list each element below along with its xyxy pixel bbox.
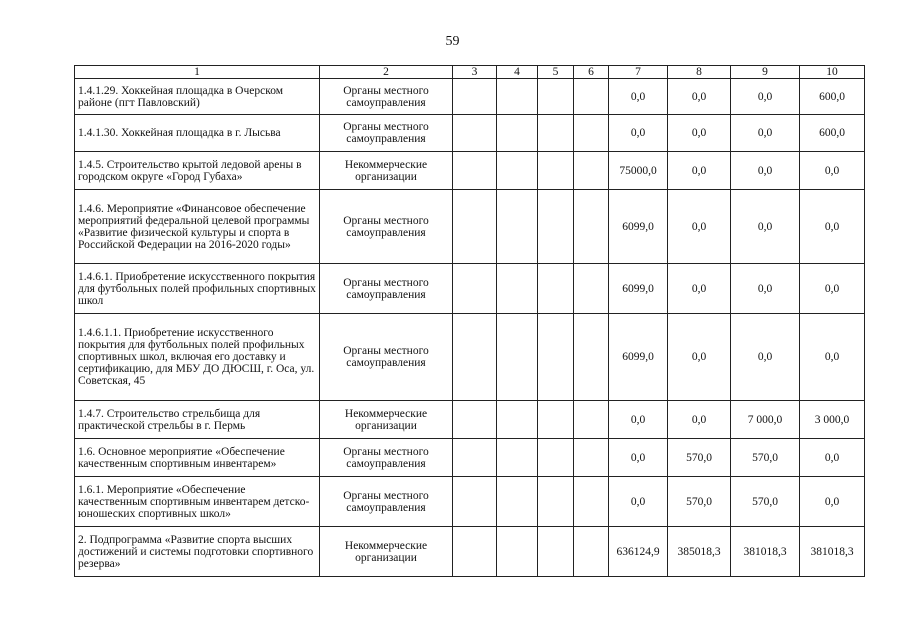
col4-cell — [497, 527, 538, 577]
executor-cell: Органы местного самоуправления — [320, 115, 453, 152]
executor-cell: Органы местного самоуправления — [320, 439, 453, 477]
col3-cell — [453, 115, 497, 152]
col3-cell — [453, 401, 497, 439]
col8-value: 0,0 — [668, 152, 731, 190]
col6-cell — [574, 152, 609, 190]
col9-value: 0,0 — [731, 152, 800, 190]
column-header: 6 — [574, 66, 609, 79]
col4-cell — [497, 190, 538, 264]
col8-value: 0,0 — [668, 115, 731, 152]
table-row — [75, 264, 865, 314]
activity-name-cell: 1.4.5. Строительство крытой ледовой арены в городском округе «Город Губаха» — [75, 152, 320, 190]
col10-value: 0,0 — [800, 152, 865, 190]
col3-cell — [453, 190, 497, 264]
activity-name-cell: 1.4.7. Строительство стрельбища для практической стрельбы в г. Пермь — [75, 401, 320, 439]
col10-value: 0,0 — [800, 439, 865, 477]
col3-cell — [453, 477, 497, 527]
executor-cell: Некоммерческие организации — [320, 527, 453, 577]
executor-cell: Некоммерческие организации — [320, 152, 453, 190]
col8-value: 0,0 — [668, 314, 731, 401]
col3-cell — [453, 439, 497, 477]
executor-cell: Органы местного самоуправления — [320, 477, 453, 527]
budget-table — [74, 65, 865, 577]
col7-value: 636124,9 — [609, 527, 668, 577]
column-header: 3 — [453, 66, 497, 79]
column-header: 8 — [668, 66, 731, 79]
executor-cell: Органы местного самоуправления — [320, 190, 453, 264]
activity-name-cell: 1.4.6.1. Приобретение искусственного покрытия для футбольных полей профильных спортивных школ — [75, 264, 320, 314]
col8-value: 570,0 — [668, 477, 731, 527]
col6-cell — [574, 439, 609, 477]
col8-value: 0,0 — [668, 264, 731, 314]
col7-value: 6099,0 — [609, 264, 668, 314]
col3-cell — [453, 152, 497, 190]
col9-value: 0,0 — [731, 190, 800, 264]
col3-cell — [453, 314, 497, 401]
col6-cell — [574, 314, 609, 401]
table-body — [75, 66, 865, 577]
col7-value: 6099,0 — [609, 314, 668, 401]
col4-cell — [497, 477, 538, 527]
col5-cell — [538, 264, 574, 314]
column-header: 10 — [800, 66, 865, 79]
col4-cell — [497, 152, 538, 190]
activity-name-cell: 1.4.1.29. Хоккейная площадка в Очерском районе (пгт Павловский) — [75, 79, 320, 115]
activity-name-cell: 1.4.6.1.1. Приобретение искусственного покрытия для футбольных полей профильных спортивных школ, включая его доставку и сертификацию, для МБУ ДО ДЮСШ, г. Оса, ул. Советская, 45 — [75, 314, 320, 401]
col7-value: 0,0 — [609, 115, 668, 152]
table-row — [75, 401, 865, 439]
executor-cell: Некоммерческие организации — [320, 401, 453, 439]
table-row — [75, 477, 865, 527]
table-row — [75, 115, 865, 152]
table-row — [75, 190, 865, 264]
col8-value: 0,0 — [668, 401, 731, 439]
col5-cell — [538, 401, 574, 439]
col5-cell — [538, 527, 574, 577]
col10-value: 381018,3 — [800, 527, 865, 577]
col3-cell — [453, 527, 497, 577]
col7-value: 75000,0 — [609, 152, 668, 190]
col6-cell — [574, 527, 609, 577]
col7-value: 0,0 — [609, 439, 668, 477]
col4-cell — [497, 439, 538, 477]
table-header-row — [75, 66, 865, 79]
col4-cell — [497, 401, 538, 439]
col9-value: 0,0 — [731, 314, 800, 401]
col6-cell — [574, 115, 609, 152]
col9-value: 0,0 — [731, 264, 800, 314]
col4-cell — [497, 79, 538, 115]
activity-name-cell: 1.4.6. Мероприятие «Финансовое обеспечение мероприятий федеральной целевой программы «Развитие физической культуры и спорта в Российской Федерации на 2016-2020 годы» — [75, 190, 320, 264]
col10-value: 0,0 — [800, 314, 865, 401]
table-row — [75, 152, 865, 190]
col9-value: 570,0 — [731, 439, 800, 477]
col5-cell — [538, 152, 574, 190]
col8-value: 570,0 — [668, 439, 731, 477]
column-header: 9 — [731, 66, 800, 79]
col10-value: 0,0 — [800, 190, 865, 264]
executor-cell: Органы местного самоуправления — [320, 264, 453, 314]
page-number: 59 — [445, 34, 460, 49]
table-row — [75, 314, 865, 401]
table-row — [75, 439, 865, 477]
column-header: 1 — [75, 66, 320, 79]
col6-cell — [574, 79, 609, 115]
col7-value: 0,0 — [609, 401, 668, 439]
col4-cell — [497, 115, 538, 152]
col9-value: 0,0 — [731, 115, 800, 152]
col8-value: 0,0 — [668, 79, 731, 115]
activity-name-cell: 2. Подпрограмма «Развитие спорта высших достижений и системы подготовки спортивного резерва» — [75, 527, 320, 577]
column-header: 5 — [538, 66, 574, 79]
col8-value: 0,0 — [668, 190, 731, 264]
col3-cell — [453, 79, 497, 115]
col5-cell — [538, 190, 574, 264]
col7-value: 0,0 — [609, 477, 668, 527]
col10-value: 0,0 — [800, 264, 865, 314]
col10-value: 3 000,0 — [800, 401, 865, 439]
col10-value: 0,0 — [800, 477, 865, 527]
col9-value: 381018,3 — [731, 527, 800, 577]
activity-name-cell: 1.6.1. Мероприятие «Обеспечение качественным спортивным инвентарем детско-юношеских спортивных школ» — [75, 477, 320, 527]
col3-cell — [453, 264, 497, 314]
col6-cell — [574, 190, 609, 264]
col4-cell — [497, 264, 538, 314]
col5-cell — [538, 79, 574, 115]
col10-value: 600,0 — [800, 115, 865, 152]
executor-cell: Органы местного самоуправления — [320, 314, 453, 401]
executor-cell: Органы местного самоуправления — [320, 79, 453, 115]
col6-cell — [574, 477, 609, 527]
col9-value: 570,0 — [731, 477, 800, 527]
col4-cell — [497, 314, 538, 401]
col5-cell — [538, 314, 574, 401]
table-row — [75, 527, 865, 577]
column-header: 2 — [320, 66, 453, 79]
column-header: 7 — [609, 66, 668, 79]
col9-value: 7 000,0 — [731, 401, 800, 439]
col6-cell — [574, 401, 609, 439]
col7-value: 6099,0 — [609, 190, 668, 264]
activity-name-cell: 1.6. Основное мероприятие «Обеспечение качественным спортивным инвентарем» — [75, 439, 320, 477]
column-header: 4 — [497, 66, 538, 79]
col5-cell — [538, 477, 574, 527]
activity-name-cell: 1.4.1.30. Хоккейная площадка в г. Лысьва — [75, 115, 320, 152]
col10-value: 600,0 — [800, 79, 865, 115]
col9-value: 0,0 — [731, 79, 800, 115]
col6-cell — [574, 264, 609, 314]
col5-cell — [538, 115, 574, 152]
col7-value: 0,0 — [609, 79, 668, 115]
col5-cell — [538, 439, 574, 477]
table-row — [75, 79, 865, 115]
col8-value: 385018,3 — [668, 527, 731, 577]
